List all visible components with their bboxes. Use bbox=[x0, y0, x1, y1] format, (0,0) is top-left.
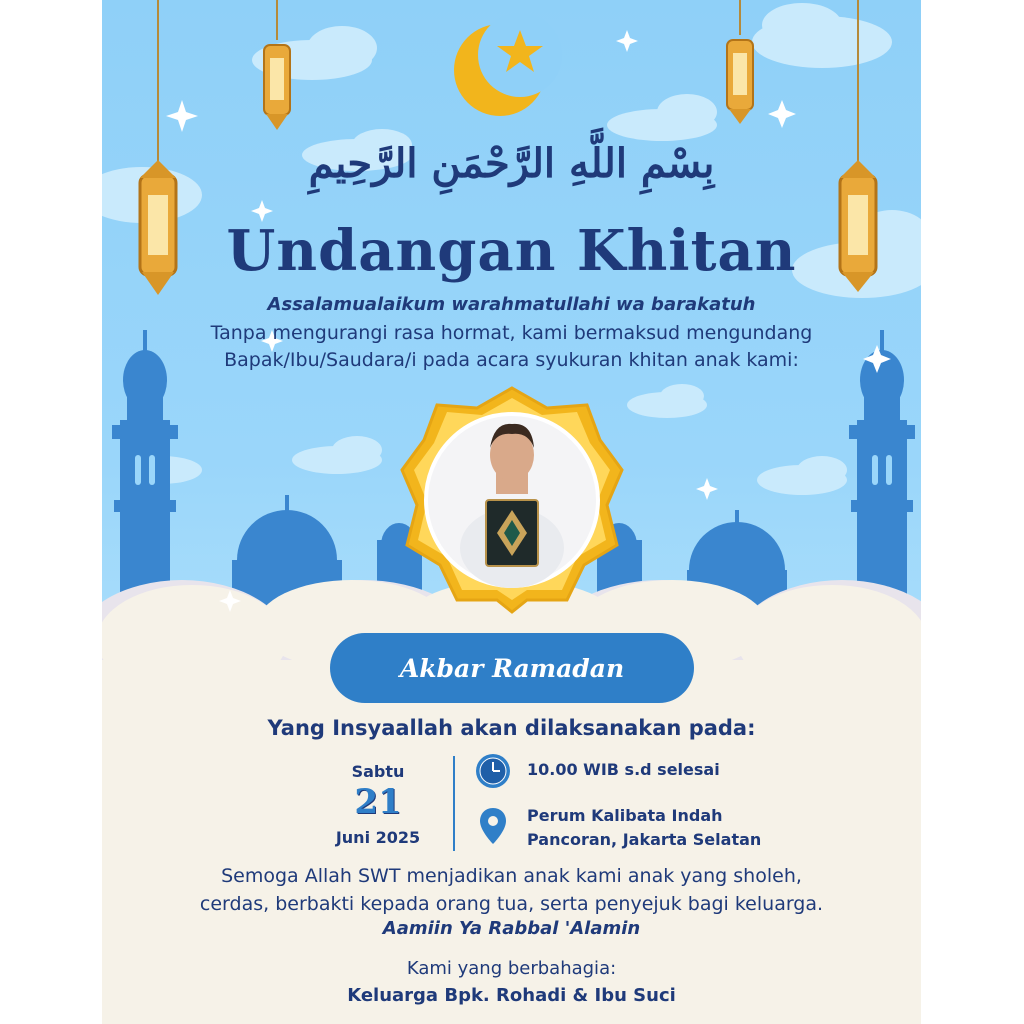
address-line-1: Perum Kalibata Indah bbox=[527, 806, 723, 825]
event-day: Sabtu bbox=[351, 762, 405, 781]
event-leadin: Yang Insyaallah akan dilaksanakan pada: bbox=[267, 716, 756, 740]
child-name-banner: Akbar Ramadan bbox=[330, 633, 694, 703]
intro-line-2: Bapak/Ibu/Saudara/i pada acara syukuran khitan anak kami: bbox=[224, 349, 799, 371]
event-month: Juni 2025 bbox=[335, 828, 421, 847]
event-time: 10.00 WIB s.d selesai bbox=[527, 760, 720, 779]
location-pin-icon bbox=[478, 806, 508, 846]
address-line-2: Pancoran, Jakarta Selatan bbox=[527, 830, 762, 849]
greeting-salam: Assalamualaikum warahmatullahi wa barakatuh bbox=[267, 294, 756, 315]
crescent-star-icon bbox=[454, 13, 562, 116]
invitation-card bbox=[102, 0, 921, 1024]
prayer-line-1: Semoga Allah SWT menjadikan anak kami anak yang sholeh, bbox=[221, 865, 802, 887]
lantern-icon bbox=[727, 0, 753, 124]
lantern-icon bbox=[264, 0, 290, 130]
event-address bbox=[527, 804, 761, 852]
intro-line-1: Tanpa mengurangi rasa hormat, kami bermaksud mengundang bbox=[210, 322, 813, 344]
intro-text bbox=[102, 320, 921, 374]
closing-happy: Kami yang berbahagia: bbox=[406, 958, 617, 979]
clock-icon bbox=[474, 752, 512, 790]
bismillah-calligraphy: بِسْمِ اللَّهِ الرَّحْمَنِ الرَّحِيمِ bbox=[308, 140, 715, 187]
divider bbox=[453, 756, 455, 851]
aamiin-text: Aamiin Ya Rabbal 'Alamin bbox=[382, 918, 641, 939]
page-title: Undangan Khitan bbox=[226, 218, 797, 284]
family-signature: Keluarga Bpk. Rohadi & Ibu Suci bbox=[347, 985, 676, 1006]
prayer-text bbox=[102, 862, 921, 918]
prayer-line-2: cerdas, berbakti kepada orang tua, serta penyejuk bagi keluarga. bbox=[199, 893, 824, 915]
event-date: 21 bbox=[354, 782, 402, 822]
